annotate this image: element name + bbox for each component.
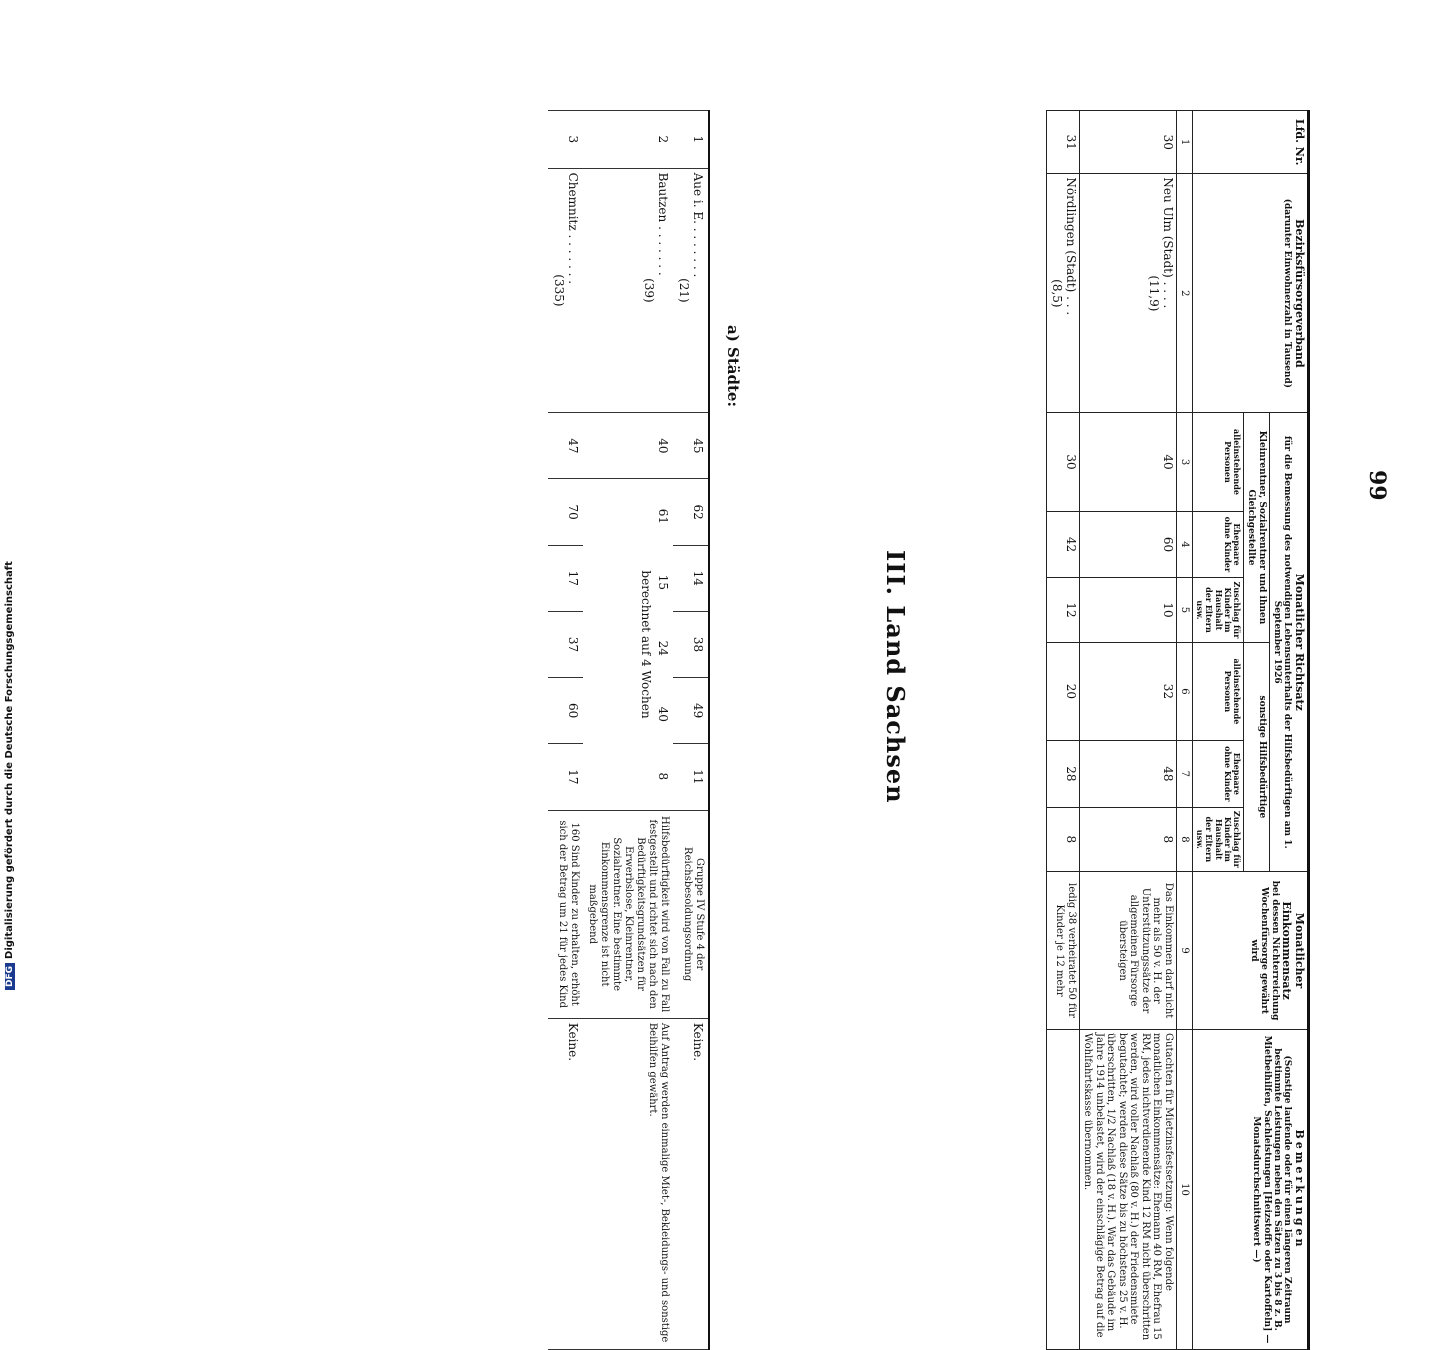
richtsatz-table — [1046, 110, 1310, 1350]
col-ehe-a: Ehepaare ohne Kinder — [1193, 511, 1244, 578]
group-sonstige: sonstige Hilfsbedürftige — [1243, 642, 1269, 871]
page-number: 99 — [1364, 470, 1390, 501]
subhead-staedte: a) Städte: — [724, 325, 742, 408]
col-ehe-b: Ehepaare ohne Kinder — [1193, 741, 1244, 808]
column-number-row: 1 2 3 4 5 6 7 8 9 10 — [1176, 111, 1193, 1350]
sachsen-table — [548, 110, 710, 1350]
col-zuschlag-b: Zuschlag für Kinder im Haushalt der Eltern usw. — [1193, 807, 1244, 872]
section-title: III. Land Sachsen — [881, 550, 910, 804]
col-lfd-nr: Lfd. Nr. — [1193, 111, 1309, 174]
col-zuschlag-a: Zuschlag für Kinder im Haushalt der Eltern usw. — [1193, 578, 1244, 643]
table-row: 31 Nördlingen (Stadt) . . . (8,5) 30 42 12 20 28 8 ledig 38 verheiratet 50 für Kinder je 12 mehr — [1046, 111, 1079, 1350]
table-row: 3 Chemnitz . . . . . . . (335) 47 70 17 37 60 17 160 Sind Kinder zu erhalten, erhöht sich der Betrag um 21 für jedes Kind Keine. — [548, 111, 583, 1350]
col-bezirk: Bezirksfürsorgeverband (darunter Einwohnerzahl in Tausend) — [1193, 174, 1309, 413]
col-einkommen: Monatlicher Einkommensatz bei dessen Nichterreichung Wochenfürsorge gewährt wird — [1193, 872, 1309, 1030]
table-row: 2 Bautzen . . . . . . . (39) 40 61 15 24 40 8 berechnet auf 4 Wochen Hilfsbedürftigkeit wird von Fall zu Fall festgestellt und richtet sich nach den Bedürftigkeitsgrundsätzen für Erwerbslose, Kleinrentner, Sozialrentner. Eine bestimmte Einkommensgrenze ist nicht maßgebend Auf Antrag werden einmalige Miet-, Bekleidungs- und sonstige Beihilfen gewährt. — [583, 111, 673, 1350]
table-row: 30 Neu Ulm (Stadt) . . . . (11,9) 40 60 10 32 48 8 Das Einkommen darf nicht mehr als 50 v. H. der Unterstützungssätze der allgemeinen Fürsorge übersteigen Gutachten für Mietzinsfestsetzung: Wenn folgende monatlichen Einkommensätze: Ehemann 40 RM, Ehefrau 15 RM, jedes nichtverdienende Kind 12 RM nicht überschritten werden, wird voller Nachlaß (80 v. H.) der Friedensmiete begutachtet; werden diese Sätze bis zu höchstens 25 v. H. überschritten, 1/2 Nachlaß (18 v. H.). War das Gebäude im Jahre 1914 unbelastet, wird der einschlägige Betrag auf die Wohlfahrtskasse übernommen. — [1079, 111, 1176, 1350]
table-row: 1 Aue i. E. . . . . . . . (21) 45 62 14 38 49 11 Gruppe IV Stufe 4 der Reichsbesoldungsordnung Keine. — [673, 111, 709, 1350]
rotated-page-content — [60, 110, 1390, 1344]
col-allein-a: alleinstehende Personen — [1193, 413, 1244, 511]
dfg-footer: DFGDigitalisierung gefördert durch die Deutsche Forschungsgemeinschaft — [4, 561, 15, 990]
col-richtsatz: Monatlicher Richtsatz für die Bemessung des notwendigen Lebensunterhalts der Hilfsbedürftigen am 1. September 1926 — [1269, 413, 1308, 872]
dfg-logo: DFG — [5, 963, 15, 990]
col-allein-b: alleinstehende Personen — [1193, 642, 1244, 740]
header-row — [1269, 111, 1308, 1350]
col-bemerkungen: Bemerkungen (Sonstige laufende oder für einen längeren Zeitraum bestimmte Leistungen neben den Sätzen zu 3 bis 8 z. B. Mietbeihilfen, Sachleistungen [Heizstoffe oder Kartoffeln] — Monatsdurchschnittswert —) — [1193, 1030, 1309, 1350]
group-kleinrentner: Kleinrentner, Sozialrentner und ihnen Gleichgestellte — [1243, 413, 1269, 642]
